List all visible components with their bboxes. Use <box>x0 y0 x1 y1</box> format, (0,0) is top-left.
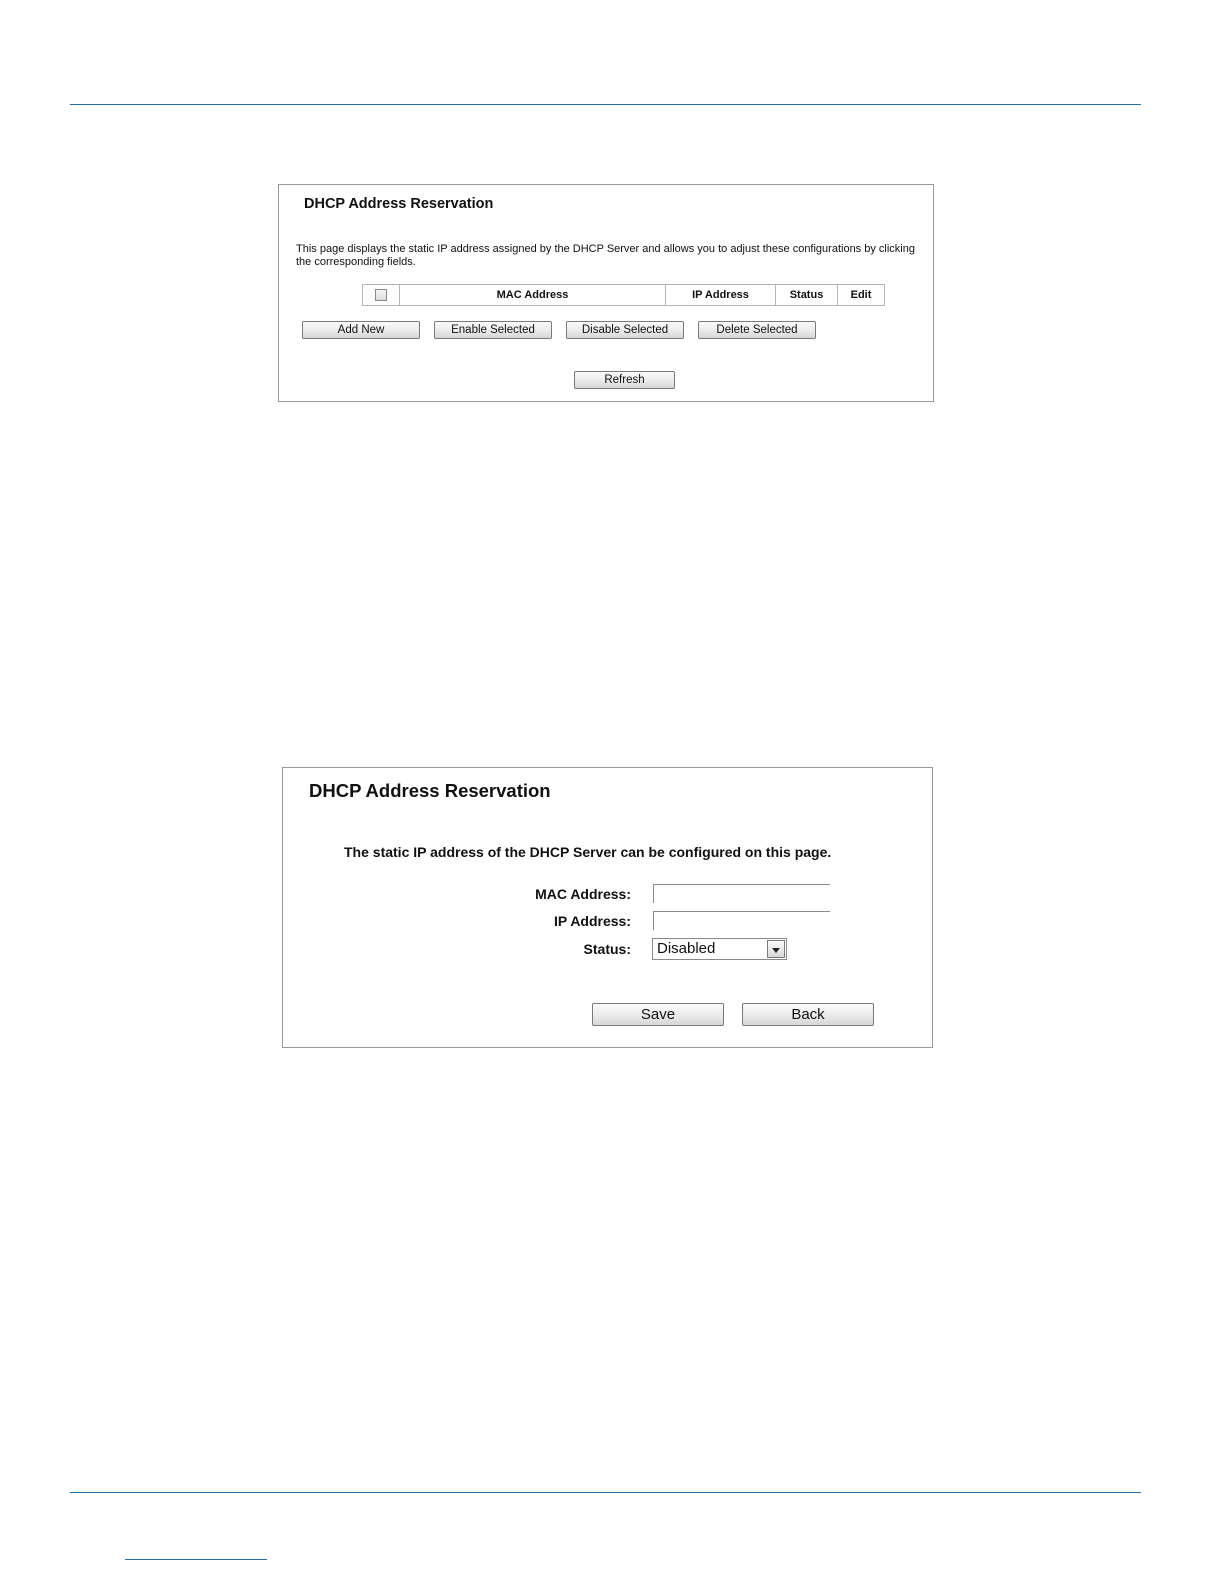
reservation-form-panel <box>282 767 933 1048</box>
delete-selected-button[interactable]: Delete Selected <box>698 321 816 339</box>
enable-selected-button[interactable]: Enable Selected <box>434 321 552 339</box>
panel-title: DHCP Address Reservation <box>304 196 494 212</box>
status-selected-value: Disabled <box>657 940 716 957</box>
mac-address-input[interactable] <box>653 884 830 903</box>
column-header-ip-address: IP Address <box>666 285 776 306</box>
status-select[interactable] <box>652 938 787 960</box>
footer-rule <box>70 1492 1141 1493</box>
column-header-status: Status <box>776 285 838 306</box>
reservation-list-panel <box>278 184 934 402</box>
panel-title: DHCP Address Reservation <box>309 780 551 801</box>
ip-address-input[interactable] <box>653 911 830 930</box>
ip-address-label: IP Address: <box>553 913 631 929</box>
column-header-edit: Edit <box>838 285 885 306</box>
reservation-table <box>362 284 885 306</box>
select-all-checkbox[interactable] <box>375 289 387 301</box>
footnote-separator <box>125 1559 267 1560</box>
chevron-down-icon[interactable] <box>767 940 785 958</box>
save-button[interactable]: Save <box>592 1003 724 1026</box>
refresh-button[interactable]: Refresh <box>574 371 675 389</box>
page-description: This page displays the static IP address assigned by the DHCP Server and allows you to adjust these configurations by clicking the corresponding fields. <box>296 243 915 268</box>
table-header-row <box>363 285 885 306</box>
form-intro-text: The static IP address of the DHCP Server can be configured on this page. <box>344 844 832 860</box>
mac-address-label: MAC Address: <box>535 886 631 902</box>
add-new-button[interactable]: Add New <box>302 321 420 339</box>
back-button[interactable]: Back <box>742 1003 874 1026</box>
status-label: Status: <box>583 941 631 957</box>
select-all-cell <box>363 285 400 306</box>
column-header-mac-address: MAC Address <box>400 285 666 306</box>
disable-selected-button[interactable]: Disable Selected <box>566 321 684 339</box>
header-rule <box>70 104 1141 105</box>
